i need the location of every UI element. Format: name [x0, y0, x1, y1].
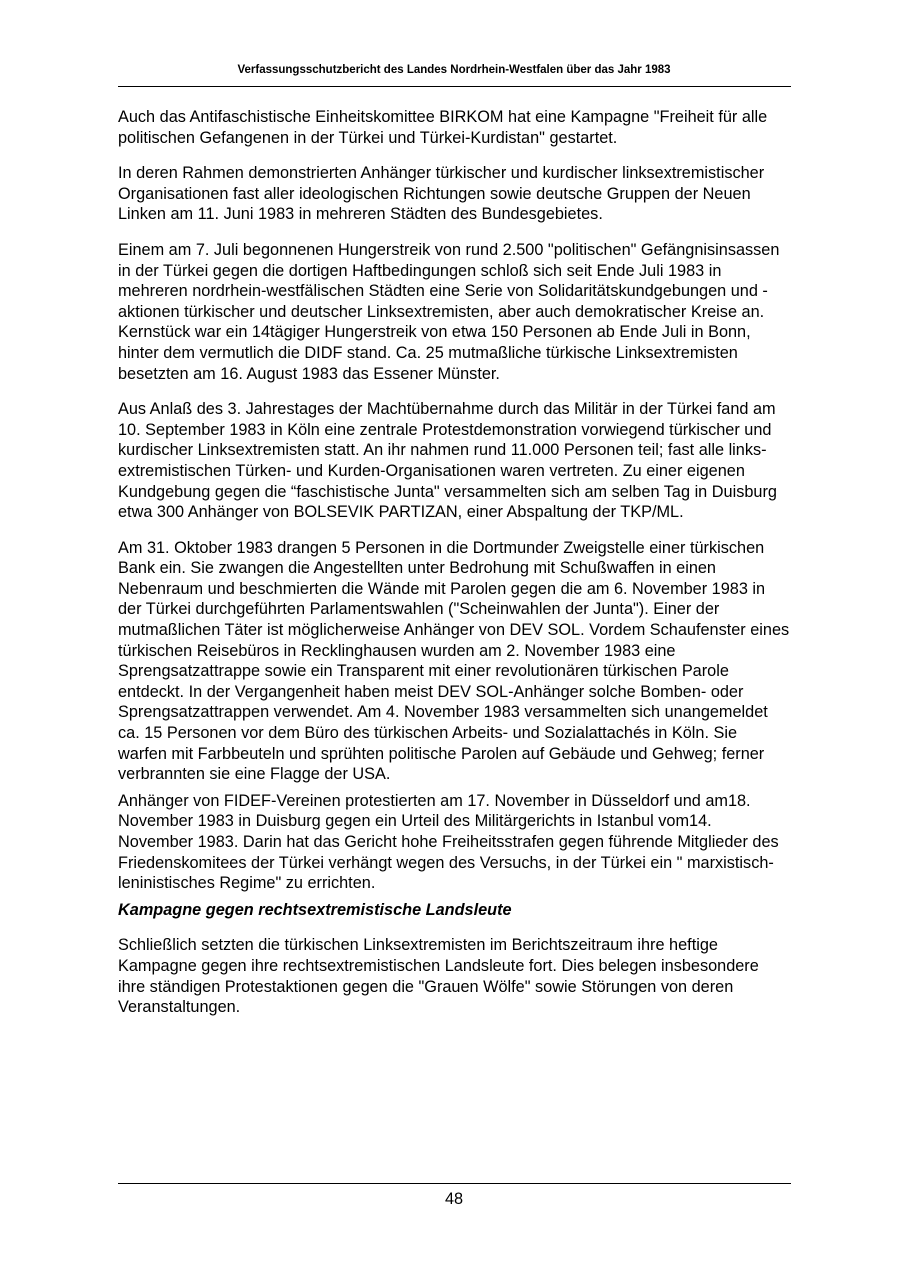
header-rule	[118, 86, 791, 87]
section-heading: Kampagne gegen rechtsextremistische Landsleute	[118, 900, 512, 919]
paragraph-october-incidents: Am 31. Oktober 1983 drangen 5 Personen in die Dortmunder Zweigstelle einer türkischen Bank ein. Sie zwangen die Angestellten unter Bedrohung mit Schußwaffen in einen Nebenraum und beschmierten die Wände mit Parolen gegen die am 6. November 1983 in der Türkei durchgeführten Parlamentswahlen ("Scheinwahlen der Junta"). Einer der mutmaßlichen Täter ist möglicherweise Anhänger von DEV SOL. Vordem Schaufenster eines türkischen Reisebüros in Recklinghausen wurden am 2. November 1983 eine Sprengsatzattrappe sowie ein Transparent mit einer revolutionären türkischen Parole entdeckt. In der Vergangenheit haben meist DEV SOL-Anhänger solche Bomben- oder Sprengsatzattrappen verwendet. Am 4. November 1983 versammelten sich unangemeldet ca. 15 Personen vor dem Büro des türkischen Arbeits- und Sozialattachés in Köln. Sie warfen mit Farbbeuteln und sprühten politische Parolen auf Gebäude und Gehweg; ferner verbrannten sie eine Flagge der USA.	[118, 538, 790, 784]
paragraph-hunger-strike: Einem am 7. Juli begonnenen Hungerstreik von rund 2.500 "politischen" Gefängnisinsassen in der Türkei gegen die dortigen Haftbedingungen schloß sich seit Ende Juli 1983 in mehreren nordrhein-westfälischen Städten eine Serie von Solidaritätskundgebungen und -aktionen türkischer und deutscher Linksextremisten, aber auch demokratischer Kreise an. Kernstück war ein 14tägiger Hungerstreik von etwa 150 Personen ab Ende Juli in Bonn, hinter dem vermutlich die DIDF stand. Ca. 25 mutmaßliche türkische Linksextremisten besetzten am 16. August 1983 das Essener Münster.	[118, 240, 780, 383]
paragraph-fidef-protests: Anhänger von FIDEF-Vereinen protestierten am 17. November in Düsseldorf und am18. November 1983 in Duisburg gegen ein Urteil des Militärgerichts in Istanbul vom14. November 1983. Darin hat das Gericht hohe Freiheitsstrafen gegen führende Mitglieder des Friedenskomitees der Türkei verhängt wegen des Versuchs, in der Türkei ein " marxistisch-leninistisches Regime" zu errichten.	[118, 791, 779, 893]
page-number: 48	[444, 1190, 464, 1208]
paragraph-september-protest: Aus Anlaß des 3. Jahrestages der Machtübernahme durch das Militär in der Türkei fand am 10. September 1983 in Köln eine zentrale Protestdemonstration vorwiegend türkischer und kurdischer Linksextremisten statt. An ihr nahmen rund 11.000 Personen teil; fast alle links-extremistischen Türken- und Kurden-Organisationen waren vertreten. Zu einer eigenen Kundgebung gegen die “faschistische Junta" versammelten sich am selben Tag in Duisburg etwa 300 Anhänger von BOLSEVIK PARTIZAN, einer Abspaltung der TKP/ML.	[118, 400, 777, 522]
body-text	[118, 107, 790, 1033]
paragraph-right-extremist-campaign: Schließlich setzten die türkischen Linksextremisten im Berichtszeitraum ihre heftige Kampagne gegen ihre rechtsextremistischen Landsleute fort. Dies belegen insbesondere ihre ständigen Protestaktionen gegen die "Grauen Wölfe" sowie Störungen von deren Veranstaltungen.	[118, 936, 759, 1017]
paragraph-birkom-campaign: Auch das Antifaschistische Einheitskomittee BIRKOM hat eine Kampagne "Freiheit für alle politischen Gefangenen in der Türkei und Türkei-Kurdistan" gestartet.	[118, 108, 768, 147]
paragraph-june-demonstrations: In deren Rahmen demonstrierten Anhänger türkischer und kurdischer linksextremistischer Organisationen fast aller ideologischen Richtungen sowie deutsche Gruppen der Neuen Linken am 11. Juni 1983 in mehreren Städten des Bundesgebietes.	[118, 164, 765, 224]
running-header: Verfassungsschutzbericht des Landes Nordrhein-Westfalen über das Jahr 1983	[237, 64, 671, 76]
footer-rule	[118, 1183, 791, 1184]
